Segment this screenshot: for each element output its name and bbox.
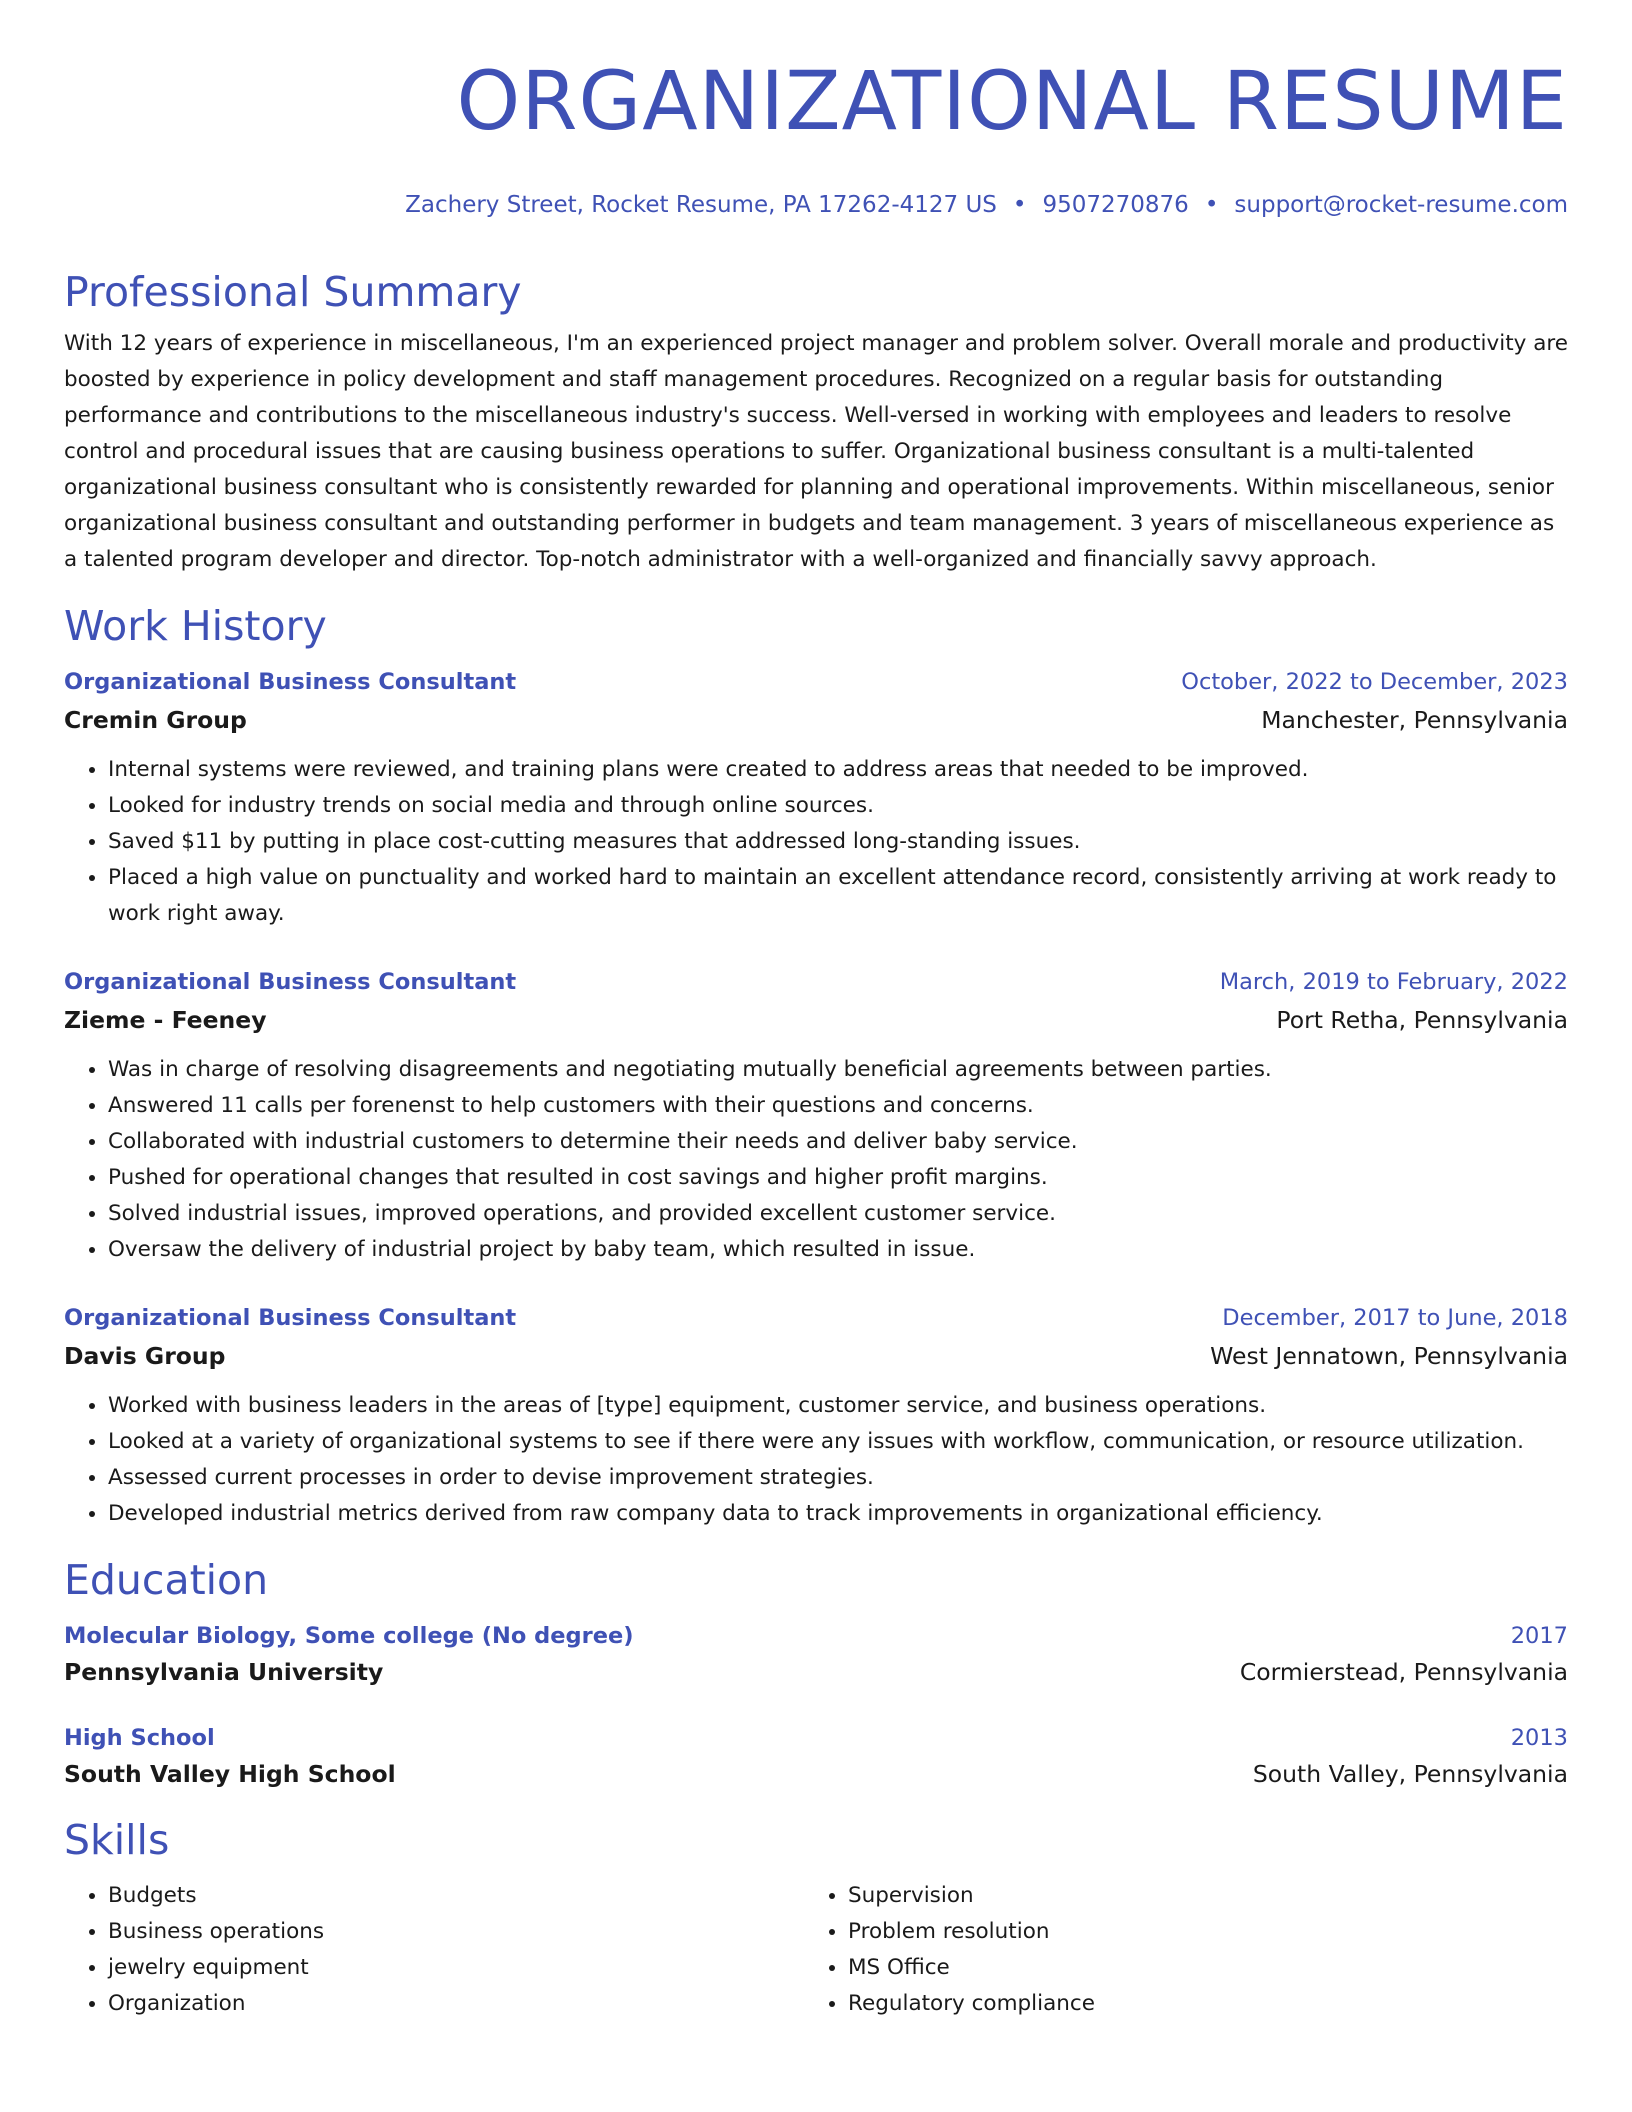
- job-entry: [64, 1300, 1568, 1532]
- job-dates: March, 2019 to February, 2022: [1219, 969, 1568, 995]
- contact-address: Zachery Street, Rocket Resume, PA 17262-4127 US: [405, 192, 997, 218]
- job-dates: October, 2022 to December, 2023: [1181, 669, 1568, 695]
- job-company: Davis Group: [64, 1342, 226, 1370]
- skill-item: • Supervision: [848, 1878, 1544, 1914]
- job-title: Organizational Business Consultant: [64, 669, 517, 695]
- skill-item: • MS Office: [848, 1950, 1544, 1986]
- job-bullet: • Collaborated with industrial customers to determine their needs and deliver baby service.: [108, 1124, 1568, 1160]
- job-bullet: • Was in charge of resolving disagreements and negotiating mutually beneficial agreements between parties.: [108, 1052, 1568, 1088]
- job-bullet: • Assessed current processes in order to devise improvement strategies.: [108, 1460, 1568, 1496]
- education-entry: [64, 1720, 1568, 1792]
- education-entry: [64, 1618, 1568, 1690]
- job-bullet: • Looked at a variety of organizational systems to see if there were any issues with workflow, communication, or resource utilization.: [108, 1424, 1568, 1460]
- education-header-row: [64, 1720, 1568, 1756]
- education-year: 2013: [1510, 1725, 1568, 1751]
- job-bullet: • Saved $11 by putting in place cost-cutting measures that addressed long-standing issues.: [108, 824, 1568, 860]
- contact-email[interactable]: support@rocket-resume.com: [1234, 192, 1568, 218]
- education-heading: Education: [64, 1556, 269, 1604]
- job-title: Organizational Business Consultant: [64, 1305, 517, 1331]
- education-degree: High School: [64, 1725, 215, 1751]
- job-bullet: • Pushed for operational changes that resulted in cost savings and higher profit margins.: [108, 1160, 1568, 1196]
- job-entry: [64, 964, 1568, 1268]
- skills-list-right: [804, 1878, 1544, 2022]
- skill-item: • Regulatory compliance: [848, 1986, 1544, 2022]
- resume-header: [64, 52, 1568, 220]
- education-school-row: [64, 1756, 1568, 1792]
- job-bullet: • Worked with business leaders in the areas of [type] equipment, customer service, and business operations.: [108, 1388, 1568, 1424]
- education-degree: Molecular Biology, Some college (No degree): [64, 1623, 634, 1649]
- work-history-heading: Work History: [64, 602, 327, 650]
- job-location: Manchester, Pennsylvania: [1261, 706, 1568, 734]
- job-header-row: [64, 964, 1568, 1000]
- job-bullet: • Solved industrial issues, improved operations, and provided excellent customer service.: [108, 1196, 1568, 1232]
- job-org-row: [64, 702, 1568, 738]
- job-header-row: [64, 1300, 1568, 1336]
- skill-item: • Organization: [108, 1986, 804, 2022]
- job-bullet: • Oversaw the delivery of industrial project by baby team, which resulted in issue.: [108, 1232, 1568, 1268]
- skill-item: • Business operations: [108, 1914, 804, 1950]
- summary-text: With 12 years of experience in miscellaneous, I'm an experienced project manager and problem solver. Overall morale and productivity are boosted by experience in policy development and staff management procedures. Recognized on a regular basis for outstanding performance and contributions to the miscellaneous industry's success. Well-versed in working with employees and leaders to resolve control and procedural issues that are causing business operations to suffer. Organizational business consultant is a multi-talented organizational business consultant who is consistently rewarded for planning and operational improvements. Within miscellaneous, senior organizational business consultant and outstanding performer in budgets and team management. 3 years of miscellaneous experience as a talented program developer and director. Top-notch administrator with a well-organized and financially savvy approach.: [64, 331, 1568, 572]
- education-header-row: [64, 1618, 1568, 1654]
- job-location: West Jennatown, Pennsylvania: [1210, 1342, 1568, 1370]
- education-location: South Valley, Pennsylvania: [1252, 1760, 1568, 1788]
- job-org-row: [64, 1338, 1568, 1374]
- job-company: Zieme - Feeney: [64, 1006, 267, 1034]
- job-company: Cremin Group: [64, 706, 247, 734]
- job-bullet: • Developed industrial metrics derived from raw company data to track improvements in organizational efficiency.: [108, 1496, 1568, 1532]
- job-bullet: • Internal systems were reviewed, and training plans were created to address areas that needed to be improved.: [108, 752, 1568, 788]
- job-header-row: [64, 664, 1568, 700]
- education-school: South Valley High School: [64, 1760, 396, 1788]
- job-bullets: [64, 1052, 1568, 1268]
- education-school-row: [64, 1654, 1568, 1690]
- job-title: Organizational Business Consultant: [64, 969, 517, 995]
- skills-heading: Skills: [64, 1816, 170, 1864]
- job-location: Port Retha, Pennsylvania: [1276, 1006, 1568, 1034]
- contact-phone: 9507270876: [1042, 192, 1189, 218]
- job-bullets: [64, 752, 1568, 932]
- skill-item: • Budgets: [108, 1878, 804, 1914]
- education-location: Cormierstead, Pennsylvania: [1239, 1658, 1568, 1686]
- job-bullet: • Answered 11 calls per forenenst to help customers with their questions and concerns.: [108, 1088, 1568, 1124]
- education-school: Pennsylvania University: [64, 1658, 384, 1686]
- job-entry: [64, 664, 1568, 932]
- skills-list-left: [64, 1878, 804, 2022]
- skills-columns: [64, 1878, 1568, 2022]
- summary-heading: Professional Summary: [64, 268, 522, 316]
- skill-item: • Problem resolution: [848, 1914, 1544, 1950]
- contact-separator: •: [1204, 192, 1219, 218]
- job-dates: December, 2017 to June, 2018: [1222, 1305, 1568, 1331]
- job-bullets: [64, 1388, 1568, 1532]
- skill-item: • jewelry equipment: [108, 1950, 804, 1986]
- job-bullet: • Placed a high value on punctuality and worked hard to maintain an excellent attendance record, consistently arriving at work ready to work right away.: [108, 860, 1568, 932]
- contact-line: [64, 190, 1568, 220]
- job-bullet: • Looked for industry trends on social media and through online sources.: [108, 788, 1568, 824]
- resume-name: ORGANIZATIONAL RESUME: [456, 55, 1568, 149]
- job-org-row: [64, 1002, 1568, 1038]
- education-year: 2017: [1510, 1623, 1568, 1649]
- contact-separator: •: [1012, 192, 1027, 218]
